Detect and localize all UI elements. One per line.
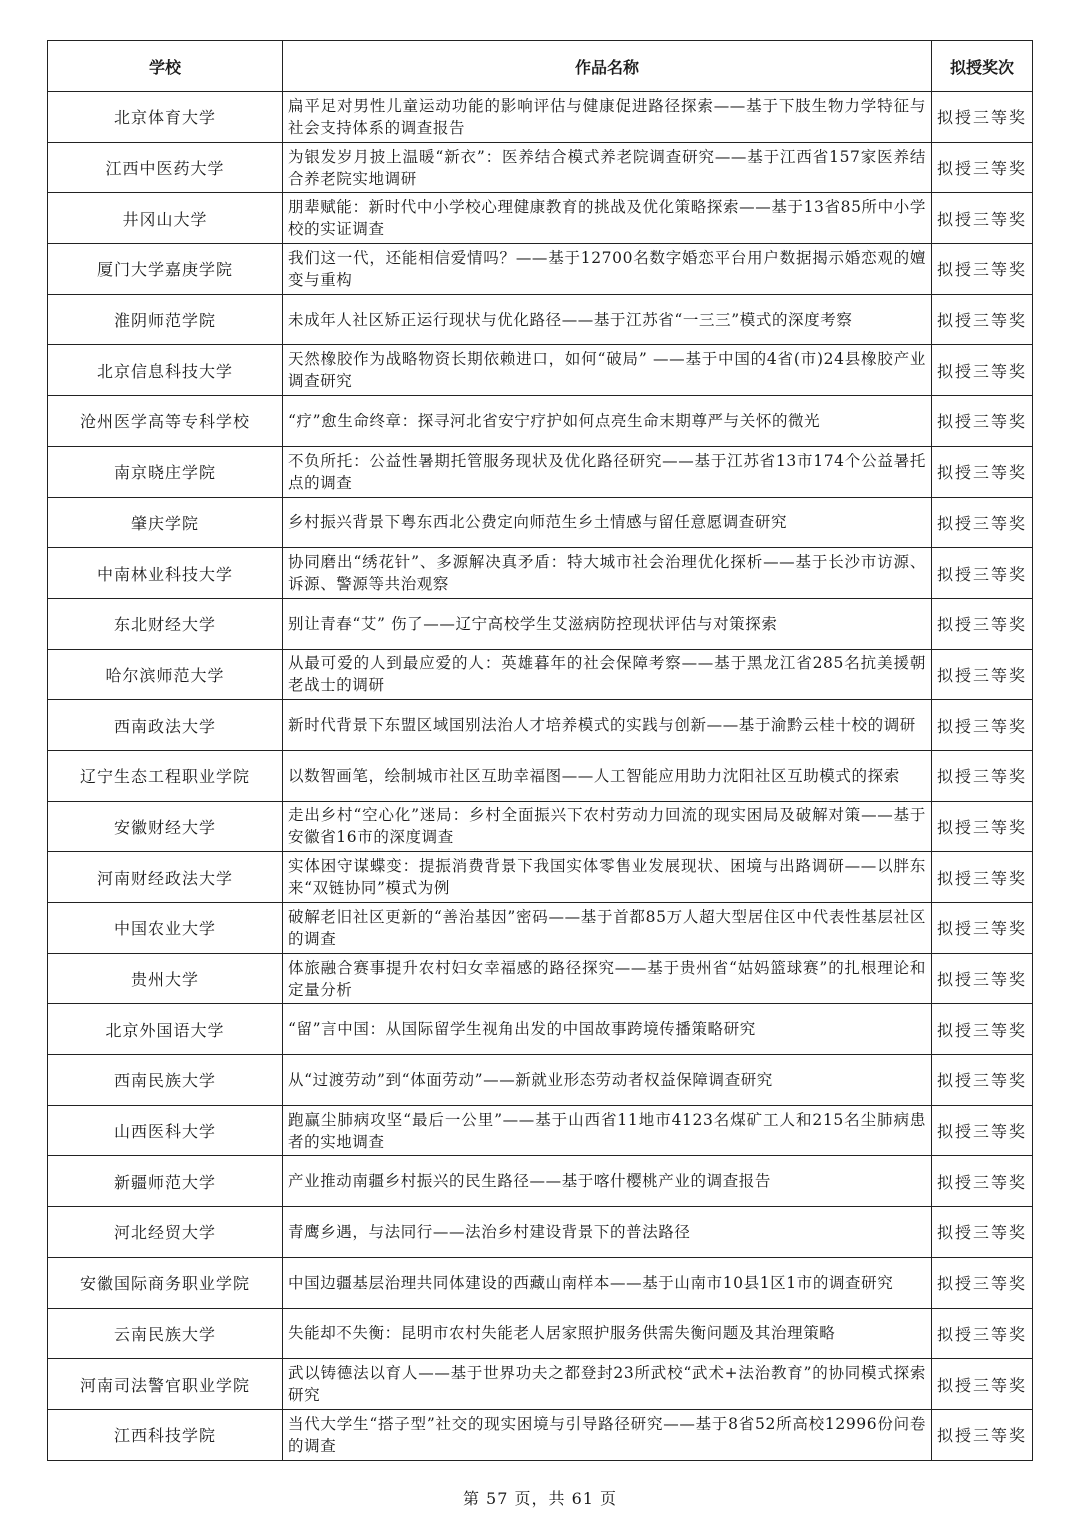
table-header [48,41,1033,92]
school-cell: 西南民族大学 [48,1055,283,1106]
school-cell: 辽宁生态工程职业学院 [48,750,283,801]
school-cell: 江西中医药大学 [48,142,283,193]
title-cell: 中国边疆基层治理共同体建设的西藏山南样本——基于山南市10县1区1市的调查研究 [283,1257,932,1308]
award-cell: 拟授三等奖 [932,903,1033,954]
school-cell: 北京体育大学 [48,92,283,143]
school-cell: 安徽国际商务职业学院 [48,1257,283,1308]
school-cell: 新疆师范大学 [48,1156,283,1207]
school-cell: 河北经贸大学 [48,1207,283,1258]
table-row [48,497,1033,548]
header-award: 拟授奖次 [932,41,1033,92]
title-cell: 跑赢尘肺病攻坚“最后一公里”——基于山西省11地市4123名煤矿工人和215名尘肺病患者的实地调查 [283,1105,932,1156]
award-cell: 拟授三等奖 [932,1055,1033,1106]
title-cell: 天然橡胶作为战略物资长期依赖进口，如何“破局” ——基于中国的4省(市)24县橡胶产业调查研究 [283,345,932,396]
table-row [48,548,1033,599]
table-row [48,1105,1033,1156]
school-cell: 河南财经政法大学 [48,852,283,903]
award-cell: 拟授三等奖 [932,294,1033,345]
school-cell: 云南民族大学 [48,1308,283,1359]
title-cell: 失能却不失衡：昆明市农村失能老人居家照护服务供需失衡问题及其治理策略 [283,1308,932,1359]
title-cell: 从“过渡劳动”到“体面劳动”——新就业形态劳动者权益保障调查研究 [283,1055,932,1106]
table-row [48,244,1033,295]
school-cell: 河南司法警官职业学院 [48,1359,283,1410]
school-cell: 厦门大学嘉庚学院 [48,244,283,295]
table-row [48,1055,1033,1106]
header-row [48,41,1033,92]
title-cell: 不负所托：公益性暑期托管服务现状及优化路径研究——基于江苏省13市174个公益暑托点的调查 [283,446,932,497]
title-cell: 我们这一代，还能相信爱情吗？——基于12700名数字婚恋平台用户数据揭示婚恋观的嬗变与重构 [283,244,932,295]
title-cell: 青鹰乡遇，与法同行——法治乡村建设背景下的普法路径 [283,1207,932,1258]
table-row [48,700,1033,751]
school-cell: 西南政法大学 [48,700,283,751]
award-cell: 拟授三等奖 [932,446,1033,497]
table-row [48,649,1033,700]
school-cell: 沧州医学高等专科学校 [48,396,283,447]
table-row [48,953,1033,1004]
title-cell: 武以铸德法以育人——基于世界功夫之都登封23所武校“武术+法治教育”的协同模式探索研究 [283,1359,932,1410]
title-cell: 新时代背景下东盟区域国别法治人才培养模式的实践与创新——基于渝黔云桂十校的调研 [283,700,932,751]
award-cell: 拟授三等奖 [932,1004,1033,1055]
title-cell: 体旅融合赛事提升农村妇女幸福感的路径探究——基于贵州省“姑妈篮球赛”的扎根理论和定量分析 [283,953,932,1004]
award-cell: 拟授三等奖 [932,92,1033,143]
school-cell: 井冈山大学 [48,193,283,244]
table-row [48,446,1033,497]
table-row [48,1409,1033,1460]
school-cell: 中南林业科技大学 [48,548,283,599]
title-cell: 扁平足对男性儿童运动功能的影响评估与健康促进路径探索——基于下肢生物力学特征与社会支持体系的调查报告 [283,92,932,143]
school-cell: 北京外国语大学 [48,1004,283,1055]
award-cell: 拟授三等奖 [932,852,1033,903]
award-cell: 拟授三等奖 [932,649,1033,700]
school-cell: 贵州大学 [48,953,283,1004]
award-cell: 拟授三等奖 [932,193,1033,244]
school-cell: 江西科技学院 [48,1409,283,1460]
award-cell: 拟授三等奖 [932,396,1033,447]
award-cell: 拟授三等奖 [932,497,1033,548]
title-cell: “留”言中国：从国际留学生视角出发的中国故事跨境传播策略研究 [283,1004,932,1055]
award-cell: 拟授三等奖 [932,345,1033,396]
page-footer: 第 57 页，共 61 页 [462,1489,618,1508]
header-school: 学校 [48,41,283,92]
school-cell: 东北财经大学 [48,598,283,649]
award-cell: 拟授三等奖 [932,1308,1033,1359]
award-cell: 拟授三等奖 [932,1207,1033,1258]
title-cell: 破解老旧社区更新的“善治基因”密码——基于首都85万人超大型居住区中代表性基层社区的调查 [283,903,932,954]
award-cell: 拟授三等奖 [932,244,1033,295]
table-row [48,345,1033,396]
table-row [48,1207,1033,1258]
title-cell: “疗”愈生命终章：探寻河北省安宁疗护如何点亮生命末期尊严与关怀的微光 [283,396,932,447]
school-cell: 南京晓庄学院 [48,446,283,497]
title-cell: 别让青春“艾” 伤了——辽宁高校学生艾滋病防控现状评估与对策探索 [283,598,932,649]
table-row [48,903,1033,954]
award-cell: 拟授三等奖 [932,142,1033,193]
table-row [48,294,1033,345]
school-cell: 安徽财经大学 [48,801,283,852]
table-row [48,193,1033,244]
award-cell: 拟授三等奖 [932,1409,1033,1460]
award-cell: 拟授三等奖 [932,750,1033,801]
table-row [48,92,1033,143]
award-cell: 拟授三等奖 [932,953,1033,1004]
title-cell: 从最可爱的人到最应爱的人：英雄暮年的社会保障考察——基于黑龙江省285名抗美援朝老战士的调研 [283,649,932,700]
award-cell: 拟授三等奖 [932,700,1033,751]
title-cell: 产业推动南疆乡村振兴的民生路径——基于喀什樱桃产业的调查报告 [283,1156,932,1207]
school-cell: 肇庆学院 [48,497,283,548]
school-cell: 北京信息科技大学 [48,345,283,396]
table-row [48,396,1033,447]
title-cell: 为银发岁月披上温暖“新衣”：医养结合模式养老院调查研究——基于江西省157家医养结合养老院实地调研 [283,142,932,193]
title-cell: 当代大学生“搭子型”社交的现实困境与引导路径研究——基于8省52所高校12996份问卷的调查 [283,1409,932,1460]
school-cell: 哈尔滨师范大学 [48,649,283,700]
awards-table [47,40,1033,1461]
table-row [48,1308,1033,1359]
award-cell: 拟授三等奖 [932,1105,1033,1156]
table-body [48,92,1033,1461]
table-row [48,142,1033,193]
table-row [48,1156,1033,1207]
title-cell: 乡村振兴背景下粤东西北公费定向师范生乡土情感与留任意愿调查研究 [283,497,932,548]
table-row [48,1359,1033,1410]
table-row [48,1257,1033,1308]
award-cell: 拟授三等奖 [932,1257,1033,1308]
award-cell: 拟授三等奖 [932,1359,1033,1410]
table-row [48,801,1033,852]
header-title: 作品名称 [283,41,932,92]
title-cell: 走出乡村“空心化”迷局：乡村全面振兴下农村劳动力回流的现实困局及破解对策——基于安徽省16市的深度调查 [283,801,932,852]
award-cell: 拟授三等奖 [932,801,1033,852]
title-cell: 朋辈赋能：新时代中小学校心理健康教育的挑战及优化策略探索——基于13省85所中小学校的实证调查 [283,193,932,244]
award-cell: 拟授三等奖 [932,548,1033,599]
table-row [48,852,1033,903]
school-cell: 淮阴师范学院 [48,294,283,345]
award-cell: 拟授三等奖 [932,598,1033,649]
award-cell: 拟授三等奖 [932,1156,1033,1207]
school-cell: 山西医科大学 [48,1105,283,1156]
table-row [48,1004,1033,1055]
title-cell: 协同磨出“绣花针”、多源解决真矛盾：特大城市社会治理优化探析——基于长沙市访源、诉源、警源等共治观察 [283,548,932,599]
title-cell: 未成年人社区矫正运行现状与优化路径——基于江苏省“一三三”模式的深度考察 [283,294,932,345]
school-cell: 中国农业大学 [48,903,283,954]
title-cell: 实体困守谋蝶变：提振消费背景下我国实体零售业发展现状、困境与出路调研——以胖东来“双链协同”模式为例 [283,852,932,903]
table-row [48,598,1033,649]
table-row [48,750,1033,801]
title-cell: 以数智画笔，绘制城市社区互助幸福图——人工智能应用助力沈阳社区互助模式的探索 [283,750,932,801]
